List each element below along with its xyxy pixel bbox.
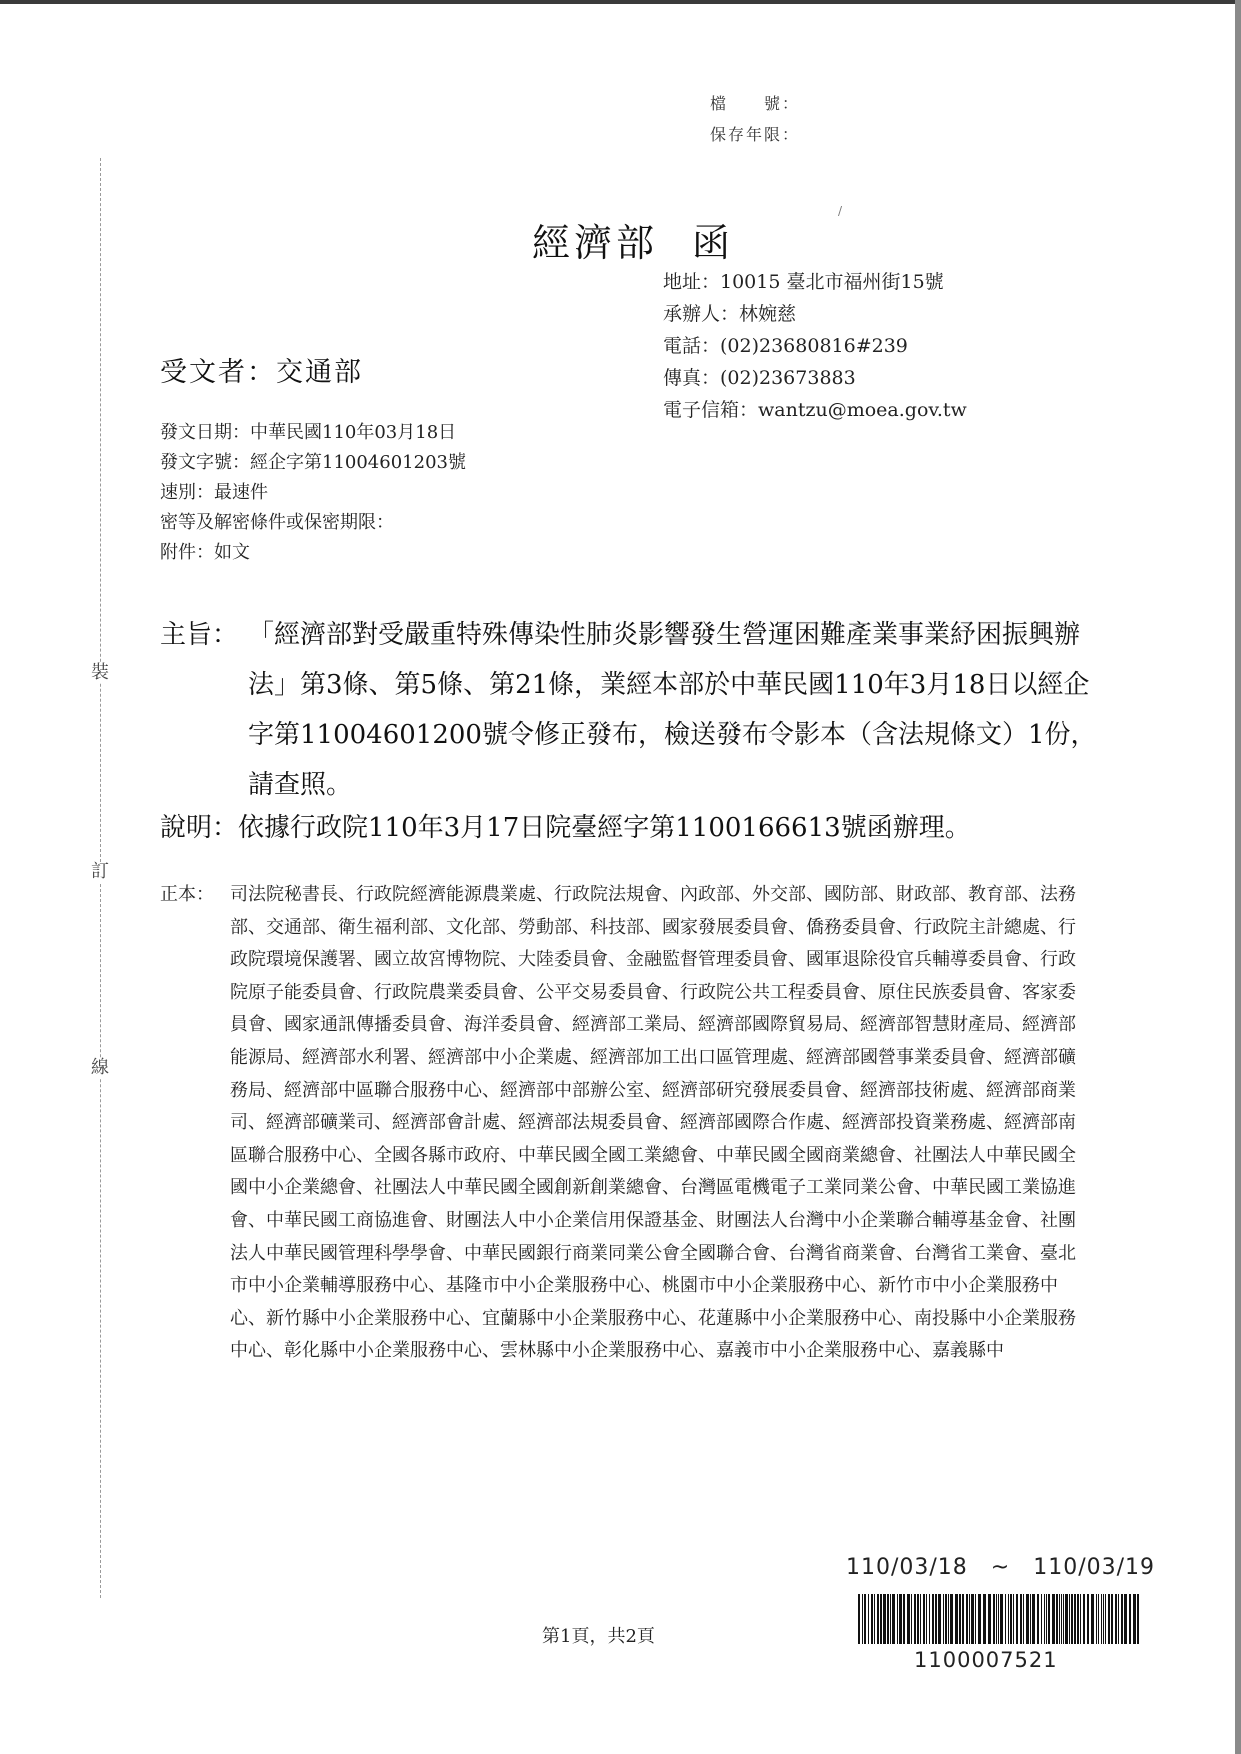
barcode-bar <box>897 1594 898 1644</box>
barcode-bar <box>945 1594 947 1644</box>
barcode-bar <box>1124 1594 1127 1644</box>
barcode-bar <box>864 1594 866 1644</box>
barcode-bar <box>1105 1594 1106 1644</box>
barcode-bar <box>1041 1594 1042 1644</box>
barcode-bar <box>978 1594 981 1644</box>
contact-email: 電子信箱：wantzu@moea.gov.tw <box>663 399 967 421</box>
barcode-bar <box>1096 1594 1097 1644</box>
barcode-bar <box>929 1594 930 1644</box>
barcode-bar <box>1013 1594 1014 1644</box>
attachment: 附件：如文 <box>160 542 250 563</box>
barcode-bar <box>1071 1594 1073 1644</box>
barcode-bar <box>1101 1594 1102 1644</box>
barcode-bar <box>1037 1594 1039 1644</box>
barcode-bar <box>871 1594 873 1644</box>
binding-mark-ding: 訂 <box>91 861 109 882</box>
contact-block <box>663 266 967 426</box>
barcode-bar <box>971 1594 974 1644</box>
barcode-bar <box>1000 1594 1003 1644</box>
main-recipients-text: 司法院秘書長、行政院經濟能源農業處、行政院法規會、內政部、外交部、國防部、財政部、教育部、法務部、交通部、衛生福利部、文化部、勞動部、科技部、國家發展委員會、僑務委員會、行政院主計總處、行政院環境保護署、國立故宮博物院、大陸委員會、金融監督管理委員會、國軍退除役官兵輔導委員會、行政院原子能委員會、行政院農業委員會、公平交易委員會、行政院公共工程委員會、原住民族委員會、客家委員會、國家通訊傳播委員會、海洋委員會、經濟部工業局、經濟部國際貿易局、經濟部智慧財產局、經濟部能源局、經濟部水利署、經濟部中小企業處、經濟部加工出口區管理處、經濟部國營事業委員會、經濟部礦務局、經濟部中區聯合服務中心、經濟部中部辦公室、經濟部研究發展委員會、經濟部技術處、經濟部商業司、經濟部礦業司、經濟部會計處、經濟部法規委員會、經濟部國際合作處、經濟部投資業務處、經濟部南區聯合服務中心、全國各縣市政府、中華民國全國工業總會、中華民國全國商業總會、社團法人中華民國全國中小企業總會、社團法人中華民國全國創新創業總會、台灣區電機電子工業同業公會、中華民國工業協進會、中華民國工商協進會、財團法人中小企業信用保證基金、財團法人台灣中小企業聯合輔導基金會、社團法人中華民國管理科學學會、中華民國銀行商業同業公會全國聯合會、台灣省商業會、台灣省工業會、臺北市中小企業輔導服務中心、基隆市中小企業服務中心、桃園市中小企業服務中心、新竹市中小企業服務中心、新竹縣中小企業服務中心、宜蘭縣中小企業服務中心、花蓮縣中小企業服務中心、南投縣中小企業服務中心、彰化縣中小企業服務中心、雲林縣中小企業服務中心、嘉義市中小企業服務中心、嘉義縣中 <box>230 884 1076 1362</box>
barcode-bar <box>1010 1594 1012 1644</box>
barcode-bar <box>1063 1594 1064 1644</box>
organization-name: 經濟部 <box>532 221 659 265</box>
barcode-bar <box>1016 1594 1018 1644</box>
barcode-bar <box>962 1594 964 1644</box>
barcode-bar <box>1008 1594 1009 1644</box>
barcode-bar <box>880 1594 882 1644</box>
barcode-bar <box>907 1594 910 1644</box>
explanation-section <box>160 803 1120 853</box>
barcode-bar <box>1023 1594 1024 1644</box>
barcode-bar <box>1111 1594 1113 1644</box>
barcode-bar <box>1121 1594 1123 1644</box>
explanation-label: 說明： <box>160 813 239 843</box>
barcode-bar <box>914 1594 916 1644</box>
barcode-bar <box>923 1594 925 1644</box>
barcode-bar <box>988 1594 991 1644</box>
barcode-bar <box>1061 1594 1062 1644</box>
subject-section <box>160 610 1100 810</box>
scan-top-edge <box>0 0 1241 4</box>
barcode-bar <box>975 1594 976 1644</box>
barcode-bar <box>1115 1594 1117 1644</box>
barcode-bar <box>1005 1594 1006 1644</box>
barcode-bar <box>935 1594 937 1644</box>
barcode-bar <box>1020 1594 1022 1644</box>
barcode-bar <box>858 1594 860 1644</box>
barcode-bar <box>887 1594 889 1644</box>
barcode-bar <box>959 1594 961 1644</box>
subject-text: 「經濟部對受嚴重特殊傳染性肺炎影響發生營運困難產業事業紓困振興辦法」第3條、第5條、第21條，業經本部於中華民國110年3月18日以經企字第11004601200號令修正發布，檢送發布令影本（含法規條文）1份，請查照。 <box>248 620 1097 800</box>
delivery-speed: 速別：最速件 <box>160 482 268 503</box>
barcode-bar <box>1103 1594 1104 1644</box>
barcode-bar <box>998 1594 999 1644</box>
barcode-bar <box>911 1594 912 1644</box>
barcode-bar <box>950 1594 953 1644</box>
receipt-date-range: 110/03/18 ~ 110/03/19 <box>846 1555 1156 1580</box>
subject-label: 主旨： <box>160 620 239 650</box>
barcode-bar <box>862 1594 863 1644</box>
contact-officer: 承辦人：林婉慈 <box>663 303 797 325</box>
barcode-bar <box>1046 1594 1047 1644</box>
barcode-bar <box>1074 1594 1076 1644</box>
barcode-bar <box>1118 1594 1119 1644</box>
explanation-text: 依據行政院110年3月17日院臺經字第1100166613號函辦理。 <box>238 813 971 843</box>
main-recipients-label: 正本： <box>160 884 214 905</box>
barcode-bar <box>1098 1594 1099 1644</box>
barcode-bar <box>1032 1594 1035 1644</box>
document-type: 函 <box>692 221 735 265</box>
document-meta <box>160 418 466 568</box>
barcode-bar <box>903 1594 905 1644</box>
barcode-bar <box>1056 1594 1058 1644</box>
barcode-bar <box>1052 1594 1055 1644</box>
document-title <box>532 212 734 267</box>
binding-mark-zhuang: 裝 <box>91 662 109 683</box>
page-number: 第1頁，共2頁 <box>542 1626 655 1647</box>
barcode-number: 1100007521 <box>914 1648 1058 1672</box>
barcode-bar <box>996 1594 997 1644</box>
barcode-bar <box>1044 1594 1045 1644</box>
barcode-bar <box>966 1594 968 1644</box>
barcode-bar <box>1091 1594 1094 1644</box>
scan-right-edge <box>1235 0 1241 1754</box>
barcode-bar <box>1069 1594 1070 1644</box>
barcode <box>858 1594 1140 1644</box>
main-recipients-section <box>160 879 1080 1368</box>
barcode-bar <box>948 1594 949 1644</box>
barcode-bar <box>983 1594 986 1644</box>
barcode-bar <box>920 1594 921 1644</box>
file-number-label: 檔 號： <box>710 94 801 113</box>
barcode-bar <box>969 1594 970 1644</box>
contact-phone: 電話：(02)23680816#239 <box>663 335 908 357</box>
barcode-bar <box>943 1594 944 1644</box>
barcode-bar <box>877 1594 879 1644</box>
barcode-bar <box>1077 1594 1079 1644</box>
barcode-bar <box>938 1594 941 1644</box>
barcode-bar <box>892 1594 895 1644</box>
barcode-bar <box>1026 1594 1029 1644</box>
issue-date: 發文日期：中華民國110年03月18日 <box>160 422 457 443</box>
barcode-bar <box>993 1594 995 1644</box>
contact-fax: 傳真：(02)23673883 <box>663 367 856 389</box>
barcode-bar <box>1065 1594 1068 1644</box>
barcode-bar <box>1030 1594 1031 1644</box>
barcode-bar <box>1108 1594 1110 1644</box>
barcode-bar <box>932 1594 934 1644</box>
barcode-bar <box>890 1594 891 1644</box>
secrecy-level: 密等及解密條件或保密期限： <box>160 512 394 533</box>
binding-mark-xian: 線 <box>91 1057 109 1078</box>
barcode-bar <box>1059 1594 1060 1644</box>
contact-address: 地址：10015 臺北市福州街15號 <box>663 271 944 293</box>
stray-mark: / <box>838 204 843 218</box>
barcode-bar <box>926 1594 927 1644</box>
doc-number: 發文字號：經企字第11004601203號 <box>160 452 466 473</box>
barcode-bar <box>1048 1594 1050 1644</box>
barcode-bar <box>1087 1594 1089 1644</box>
file-info <box>710 88 800 150</box>
barcode-bar <box>874 1594 875 1644</box>
barcode-bar <box>1083 1594 1085 1644</box>
barcode-bar <box>955 1594 958 1644</box>
barcode-bar <box>1129 1594 1131 1644</box>
barcode-bar <box>899 1594 902 1644</box>
retention-label: 保存年限： <box>710 125 801 144</box>
barcode-bar <box>868 1594 869 1644</box>
barcode-bar <box>917 1594 919 1644</box>
barcode-bar <box>1080 1594 1081 1644</box>
barcode-bar <box>1137 1594 1139 1644</box>
recipient: 受文者：交通部 <box>160 357 363 388</box>
barcode-bar <box>883 1594 886 1644</box>
barcode-bar <box>1133 1594 1136 1644</box>
